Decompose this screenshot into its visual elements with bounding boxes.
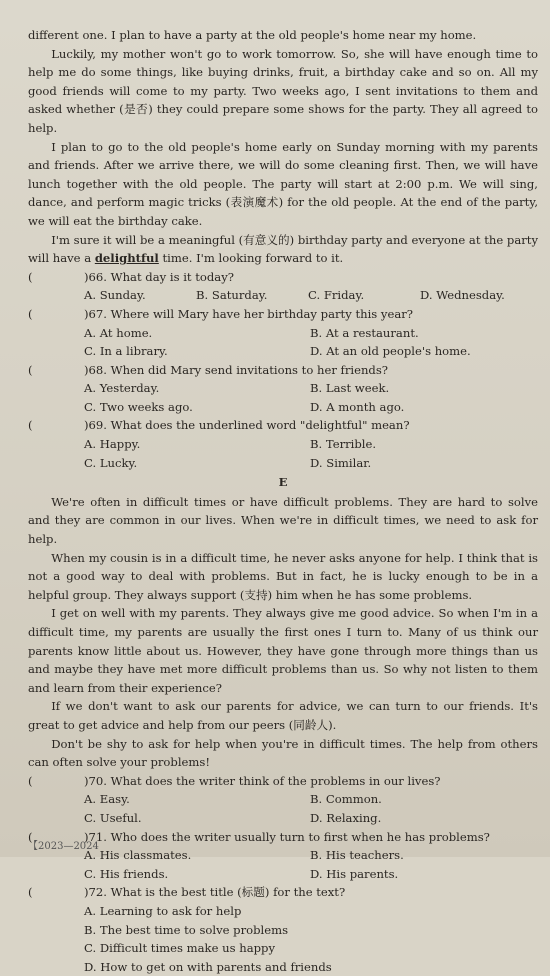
answer-option[interactable]: A. Happy. — [84, 437, 141, 452]
option-row — [28, 958, 538, 976]
answer-option[interactable]: C. Two weeks ago. — [84, 399, 193, 414]
answer-option[interactable]: C. Useful. — [84, 810, 142, 825]
answer-option[interactable]: A. At home. — [84, 325, 153, 340]
answer-option[interactable]: D. At an old people's home. — [310, 344, 471, 359]
question — [28, 361, 538, 380]
option-row — [28, 865, 538, 884]
answer-option[interactable]: D. His parents. — [310, 866, 399, 881]
question-stem: )68. When did Mary send invitations to her friends? — [84, 362, 389, 377]
answer-option[interactable]: B. Last week. — [310, 381, 390, 396]
question — [28, 305, 538, 324]
answer-option[interactable]: A. Yesterday. — [84, 381, 160, 396]
answer-option[interactable]: A. His classmates. — [84, 848, 192, 863]
answer-option[interactable]: A. Learning to ask for help — [84, 903, 242, 918]
answer-option[interactable]: B. Saturday. — [196, 288, 268, 303]
answer-option[interactable]: C. Lucky. — [84, 455, 138, 470]
answer-option[interactable]: B. Terrible. — [310, 437, 377, 452]
passage-e-paragraph-5: Don't be shy to ask for help when you're in difficult times. The help from others can often solve your problems! — [28, 736, 538, 770]
answer-blank[interactable]: ( — [28, 418, 33, 433]
answer-option[interactable]: A. Sunday. — [84, 288, 146, 303]
option-row — [28, 324, 538, 343]
answer-option[interactable]: B. His teachers. — [310, 848, 404, 863]
option-row — [28, 921, 538, 940]
answer-option[interactable]: B. The best time to solve problems — [84, 922, 289, 937]
question-stem: )66. What day is it today? — [84, 269, 234, 284]
question-stem: )71. Who does the writer usually turn to first when he has problems? — [84, 829, 490, 844]
answer-option[interactable]: D. Similar. — [310, 455, 372, 470]
paragraph-3-part-a: I'm sure it will be a meaningful (有意义的) birthday party and everyone at the party will have a — [28, 232, 538, 266]
answer-option[interactable]: D. How to get on with parents and friends — [84, 959, 332, 974]
answer-blank[interactable]: ( — [28, 885, 33, 900]
question-stem: )70. What does the writer think of the problems in our lives? — [84, 773, 441, 788]
answer-blank[interactable]: ( — [28, 829, 33, 844]
passage-d-paragraph-2: I plan to go to the old people's home early on Sunday morning with my parents and friends. After we arrive there, we will do some cleaning first. Then, we will have lunch together with the old people. The party will start at 2:00 p.m. We will sing, dance, and perform magic tricks (表演魔术) for the old people. At the end of the party, we will eat the birthday cake. — [28, 139, 538, 228]
passage-d-fragment: different one. I plan to have a party at the old people's home near my home. — [28, 28, 477, 42]
option-row — [28, 790, 538, 809]
option-row — [28, 435, 538, 454]
paragraph-3-part-b: time. I'm looking forward to it. — [158, 251, 344, 266]
page-footer: 【2023—2024 — [28, 841, 99, 853]
passage-d-paragraph-3 — [28, 231, 538, 268]
option-row — [28, 342, 538, 361]
answer-blank[interactable]: ( — [28, 773, 33, 788]
question — [28, 772, 538, 791]
question-stem: )67. Where will Mary have her birthday party this year? — [84, 306, 413, 321]
answer-option[interactable]: C. His friends. — [84, 866, 169, 881]
question — [28, 268, 538, 287]
option-row — [28, 902, 538, 921]
option-row — [28, 939, 538, 958]
answer-option[interactable]: A. Easy. — [84, 792, 130, 807]
option-row — [28, 379, 538, 398]
questions-e — [28, 772, 538, 976]
passage-d-paragraph-1: Luckily, my mother won't go to work tomorrow. So, she will have enough time to help me do some things, like buying drinks, fruit, a birthday cake and so on. All my good friends will come to my party. Two weeks ago, I sent invitations to them and asked whether (是否) they could prepare some shows for the party. They all agreed to help. — [28, 46, 538, 135]
question — [28, 883, 538, 902]
answer-option[interactable]: D. A month ago. — [310, 399, 405, 414]
answer-option[interactable]: B. At a restaurant. — [310, 325, 419, 340]
question-stem: )72. What is the best title (标题) for the text? — [84, 885, 346, 900]
answer-option[interactable]: B. Common. — [310, 792, 382, 807]
question — [28, 828, 538, 847]
underlined-word: delightful — [94, 251, 159, 266]
answer-blank[interactable]: ( — [28, 362, 33, 377]
option-row — [28, 398, 538, 417]
passage-e-paragraph-4: If we don't want to ask our parents for advice, we can turn to our friends. It's great to get advice and help from our peers (同龄人). — [28, 699, 538, 732]
passage-e-paragraph-2: When my cousin is in a difficult time, he never asks anyone for help. I think that is not a good way to deal with problems. But in fact, he is lucky enough to be in a helpful group. They always support (支持) him when he has some problems. — [28, 550, 538, 602]
answer-option[interactable]: C. Difficult times make us happy — [84, 941, 275, 956]
answer-option[interactable]: D. Wednesday. — [420, 288, 505, 303]
option-row — [28, 454, 538, 473]
passage-e-paragraph-3: I get on well with my parents. They always give me good advice. So when I'm in a difficult time, my parents are usually the first ones I turn to. Many of us think our parents know little about us. However, they have gone through more things than us and maybe they have met more difficult problems than us. So why not listen to them and learn from their experience? — [28, 606, 538, 695]
answer-option[interactable]: C. In a library. — [84, 344, 168, 359]
question-stem: )69. What does the underlined word "delightful" mean? — [84, 418, 410, 433]
answer-option[interactable]: D. Relaxing. — [310, 810, 382, 825]
option-row — [28, 809, 538, 828]
answer-blank[interactable]: ( — [28, 306, 33, 321]
answer-option[interactable]: C. Friday. — [308, 288, 365, 303]
passage-e-paragraph-1: We're often in difficult times or have difficult problems. They are hard to solve and they are common in our lives. When we're in difficult times, we need to ask for help. — [28, 494, 538, 547]
question — [28, 416, 538, 435]
option-row — [28, 286, 538, 305]
section-e-title: E — [278, 475, 288, 490]
answer-blank[interactable]: ( — [28, 269, 33, 284]
questions-d — [28, 268, 538, 473]
option-row — [28, 846, 538, 865]
